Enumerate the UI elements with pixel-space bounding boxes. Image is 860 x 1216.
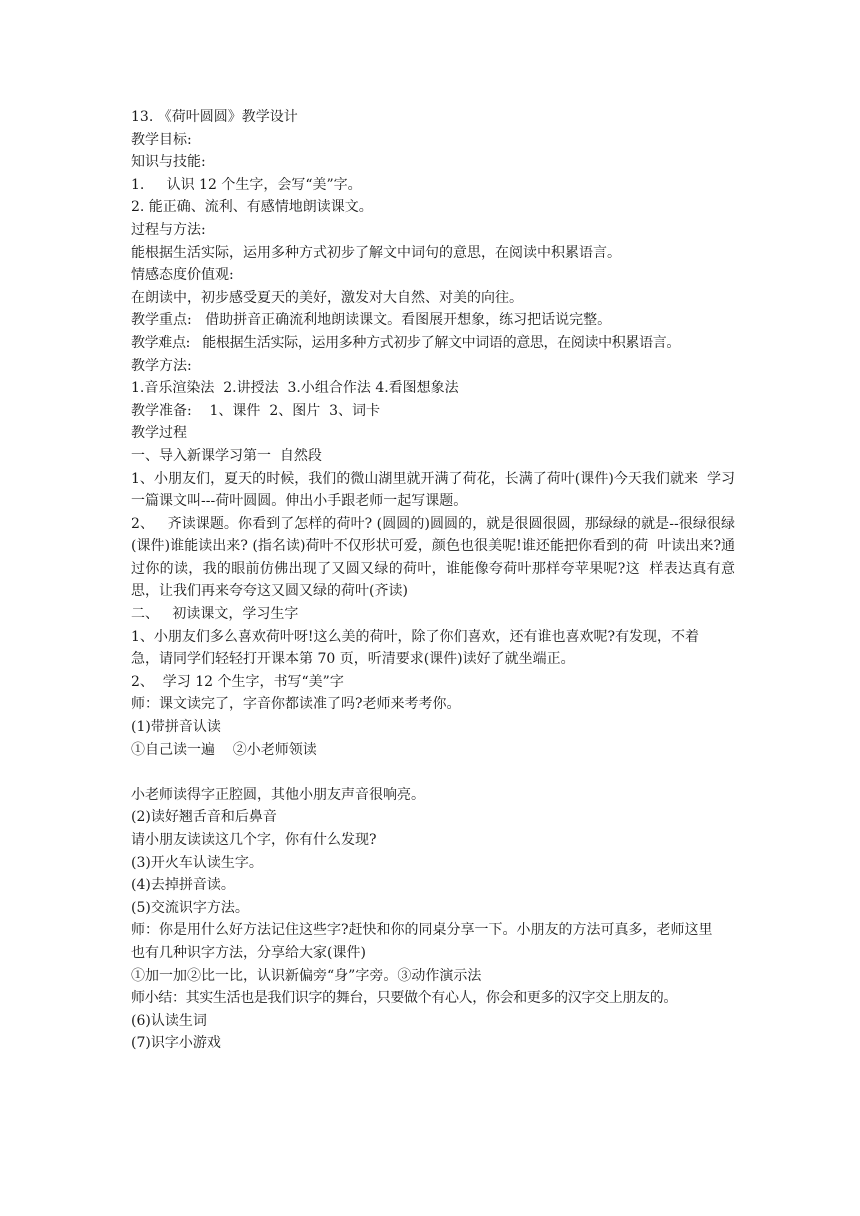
text-line: 2、 学习 12 个生字，书写“美”字 [131,673,344,690]
paragraph: 2、 齐读课题。你看到了怎样的荷叶? (圆圆的)圆圆的，就是很圆很圆，那绿绿的就是--很绿很绿(课件)谁能读出来? (指名读)荷叶不仅形状可爱，颜色也很美呢!谁还能把你看到的荷 叶读出来?通过你的读，我的眼前仿佛出现了又圆又绿的荷叶，谁能像夸荷叶那样夸苹果呢?这 样表达真有意思，让我们再来夸夸这又圆又绿的荷叶(齐读) [131,515,735,600]
text-line: 急，请同学们轻轻打开课本第 70 页，听清要求(课件)读好了就坐端正。 [131,651,575,668]
blank-line [131,761,735,784]
text-line: 1. 认识 12 个生字，会写“美”字。 [131,176,362,193]
text-line: (7)识字小游戏 [131,1035,221,1052]
paragraph: 1、小朋友们多么喜欢荷叶呀!这么美的荷叶，除了你们喜欢，还有谁也喜欢呢?有发现，不着 [131,628,700,645]
text-line: 请小朋友读读这几个字，你有什么发现? [131,832,377,848]
text-line: 能根据生活实际，运用多种方式初步了解文中词句的意思，在阅读中积累语言。 [131,244,621,261]
text-line: 师：课文读完了，字音你都读准了吗?老师来考考你。 [131,696,461,713]
text-line: 在朗读中，初步感受夏天的美好，激发对大自然、对美的向往。 [131,289,523,306]
document-body [131,106,735,1055]
text-line: 教学准备: 1、课件 2、图片 3、词卡 [131,402,381,419]
section-heading: 二、 初读课文，学习生字 [131,606,299,623]
text-line: 教学目标: [131,131,192,148]
section-heading: 教学过程 [131,425,187,442]
teaching-difficulty: 教学难点: 能根据生活实际，运用多种方式初步了解文中词语的意思，在阅读中积累语言。 [131,334,681,351]
text-line: (6)认读生词 [131,1012,207,1029]
paragraph: 师：你是用什么好方法记住这些字?赶快和你的同桌分享一下。小朋友的方法可真多，老师这里 [131,922,713,939]
text-line: ①自己读一遍 ②小老师领读 [131,741,317,758]
document-title: 13. 《荷叶圆圆》教学设计 [131,109,298,125]
text-line: (3)开火车认读生字。 [131,854,263,871]
text-line: 1.音乐渲染法 2.讲授法 3.小组合作法 4.看图想象法 [131,380,459,397]
text-line: 教学方法: [131,357,192,374]
text-line: (1)带拼音认读 [131,719,221,736]
teaching-focus: 教学重点: 借助拼音正确流利地朗读课文。看图展开想象，练习把话说完整。 [131,312,612,329]
text-line: (4)去掉拼音读。 [131,877,235,894]
text-line: 过程与方法: [131,221,206,238]
text-line: 情感态度价值观: [131,267,234,284]
text-line: 知识与技能: [131,154,206,171]
text-line: 也有几种识字方法，分享给大家(课件) [131,944,366,961]
text-line: 师小结：其实生活也是我们识字的舞台，只要做个有心人，你会和更多的汉字交上朋友的。 [131,990,677,1007]
text-line: (2)读好翘舌音和后鼻音 [131,809,277,826]
section-heading: 一、导入新课学习第一 自然段 [131,447,322,464]
text-line: 2. 能正确、流利、有感情地朗读课文。 [131,199,373,216]
text-line: ①加一加②比一比，认识新偏旁“身”字旁。③动作演示法 [131,967,482,984]
paragraph: 1、小朋友们，夏天的时候，我们的微山湖里就开满了荷花，长满了荷叶(课件)今天我们就来 学习一篇课文叫---荷叶圆圆。伸出小手跟老师一起写课题。 [131,470,735,510]
text-line: (5)交流识字方法。 [131,899,249,916]
text-line: 小老师读得字正腔圆，其他小朋友声音很响亮。 [131,786,425,803]
